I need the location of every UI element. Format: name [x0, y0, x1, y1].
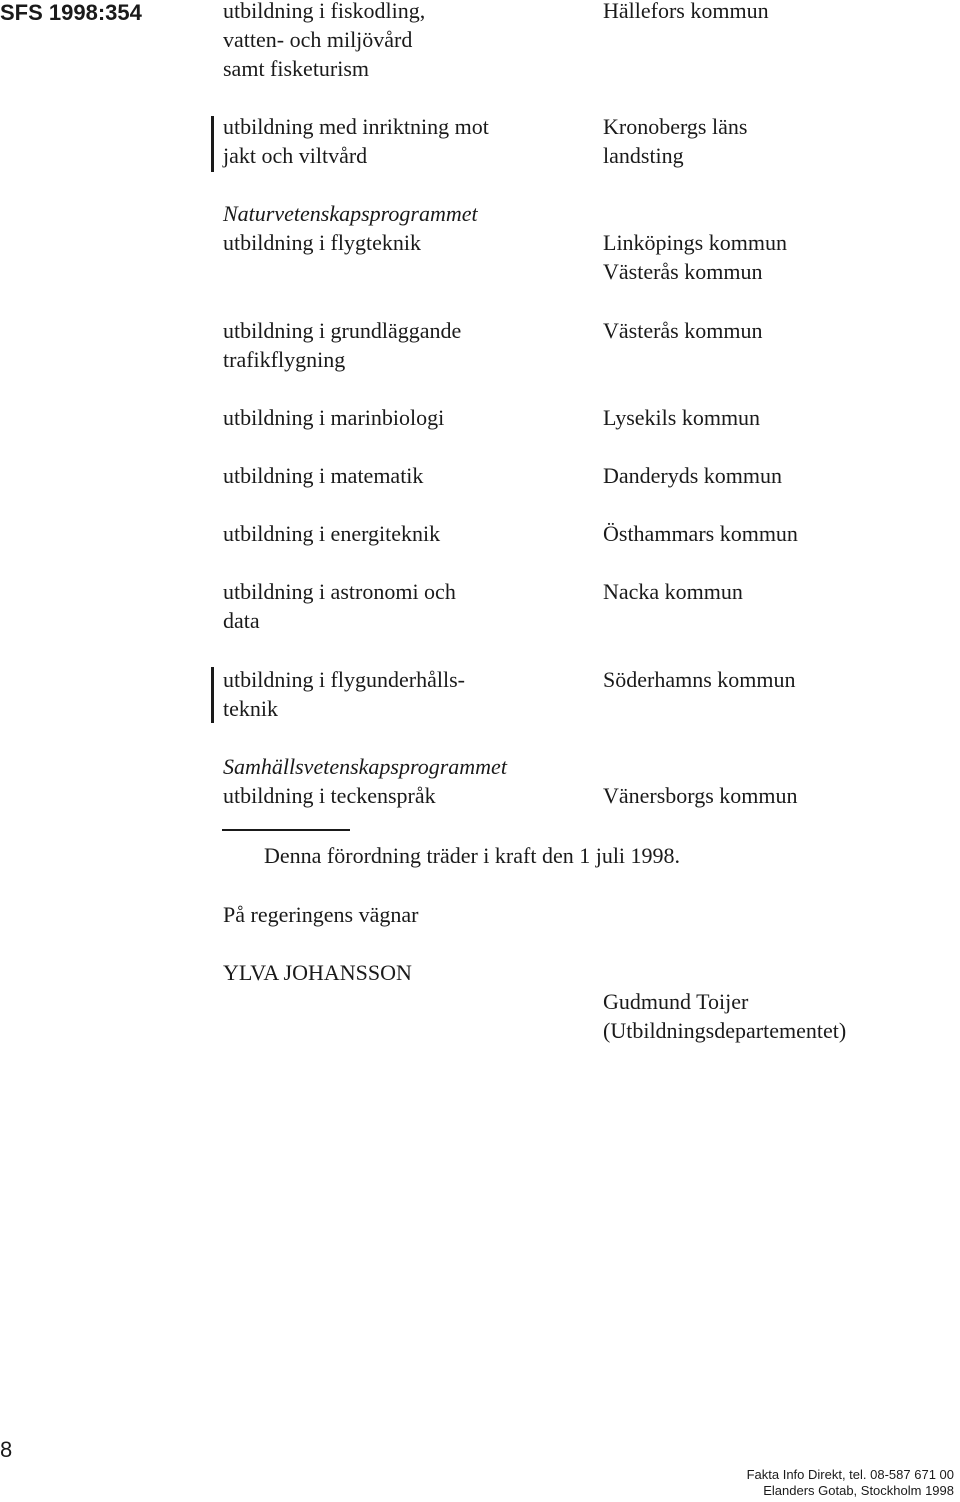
- municipality-line: Linköpings kommun: [603, 230, 787, 255]
- municipality-entry: [603, 112, 747, 170]
- education-entry: [223, 199, 478, 257]
- education-line: vatten- och miljövård: [223, 27, 413, 52]
- municipality-entry: [603, 577, 743, 606]
- municipality-entry: [603, 519, 798, 548]
- municipality-line: Danderyds kommun: [603, 463, 783, 488]
- education-line: jakt och viltvård: [223, 143, 368, 168]
- municipality-line: Söderhamns kommun: [603, 667, 796, 692]
- municipality-line: Vänersborgs kommun: [603, 783, 798, 808]
- education-entry: [223, 316, 461, 374]
- municipality-line: Nacka kommun: [603, 579, 743, 604]
- education-entry: [223, 519, 440, 548]
- program-heading: Samhällsvetenskapsprogrammet: [223, 754, 507, 779]
- education-line: data: [223, 608, 260, 633]
- municipality-entry: [603, 0, 769, 25]
- municipality-line: Västerås kommun: [603, 318, 763, 343]
- municipality-entry: [603, 403, 760, 432]
- education-line: trafikflygning: [223, 347, 346, 372]
- education-entry: [223, 665, 465, 723]
- publisher-line: Elanders Gotab, Stockholm 1998: [763, 1483, 954, 1498]
- education-line: utbildning i grundläggande: [223, 318, 462, 343]
- separator-rule: [222, 829, 350, 831]
- education-line: samt fisketurism: [223, 56, 370, 81]
- publisher-line: Fakta Info Direkt, tel. 08-587 671 00: [746, 1467, 954, 1482]
- change-bar: [211, 667, 214, 723]
- municipality-line: Västerås kommun: [603, 259, 763, 284]
- education-line: utbildning i flygunderhålls-: [223, 667, 465, 692]
- municipality-entry: [603, 781, 798, 810]
- education-entry: [223, 577, 456, 635]
- education-entry: [223, 0, 425, 83]
- official-name: Gudmund Toijer: [603, 989, 749, 1014]
- sfs-number: SFS 1998:354: [0, 0, 142, 25]
- education-entry: [223, 403, 444, 432]
- education-entry: [223, 112, 489, 170]
- municipality-entry: [603, 228, 787, 286]
- effective-date-statement: Denna förordning träder i kraft den 1 juli 1998.: [264, 843, 681, 868]
- municipality-line: Kronobergs läns: [603, 114, 748, 139]
- signatory-block: [603, 987, 846, 1045]
- education-entry: [223, 461, 423, 490]
- minister-name: YLVA JOHANSSON: [223, 960, 412, 985]
- education-line: utbildning i energiteknik: [223, 521, 441, 546]
- department-name: (Utbildningsdepartementet): [603, 1018, 847, 1043]
- education-line: utbildning i fiskodling,: [223, 0, 426, 23]
- municipality-line: Östhammars kommun: [603, 521, 798, 546]
- on-behalf-text: På regeringens vägnar: [223, 902, 419, 927]
- education-line: utbildning i marinbiologi: [223, 405, 445, 430]
- municipality-line: landsting: [603, 143, 684, 168]
- education-line: teknik: [223, 696, 278, 721]
- program-heading: Naturvetenskapsprogrammet: [223, 201, 478, 226]
- change-bar: [211, 116, 214, 172]
- municipality-line: Lysekils kommun: [603, 405, 761, 430]
- education-line: utbildning i astronomi och: [223, 579, 456, 604]
- municipality-line: Hällefors kommun: [603, 0, 769, 23]
- municipality-entry: [603, 665, 796, 694]
- education-line: utbildning med inriktning mot: [223, 114, 489, 139]
- publisher-info: [747, 1467, 954, 1499]
- municipality-entry: [603, 316, 762, 345]
- page-number: 8: [0, 1437, 13, 1462]
- education-line: utbildning i matematik: [223, 463, 424, 488]
- education-line: utbildning i flygteknik: [223, 230, 421, 255]
- education-entry: [223, 752, 507, 810]
- education-line: utbildning i teckenspråk: [223, 783, 436, 808]
- municipality-entry: [603, 461, 782, 490]
